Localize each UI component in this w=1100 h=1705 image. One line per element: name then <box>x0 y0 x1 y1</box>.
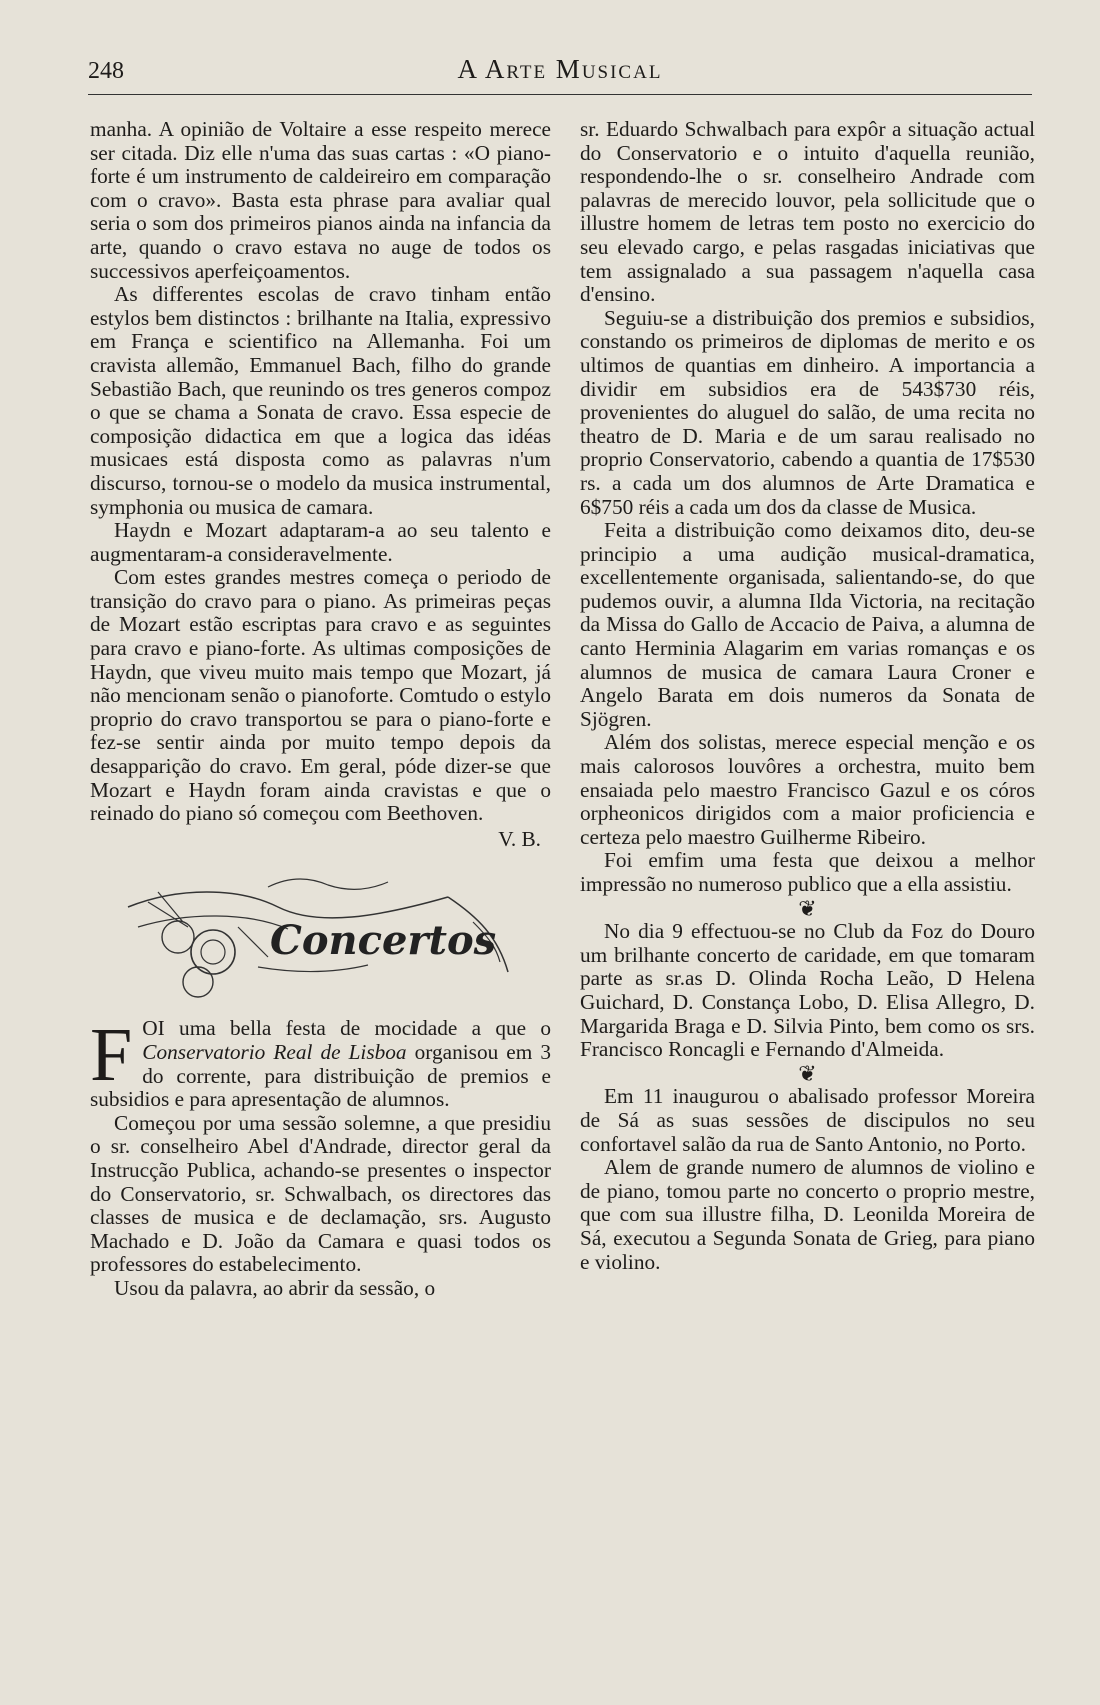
left-column <box>90 118 551 1678</box>
right-column <box>580 118 1035 1678</box>
section-title: Concertos <box>270 917 497 965</box>
paragraph: Em 11 inaugurou o abalisado professor Moreira de Sá as suas sessões de discipulos no seu confortavel salão da rua de Santo Antonio, no Porto. <box>580 1084 1035 1156</box>
paragraph: Foi emfim uma festa que deixou a melhor impressão no numeroso publico que a ella assistiu. <box>580 848 1035 896</box>
intro-text: uma bella festa de mocidade a que o <box>164 1016 551 1041</box>
signature: V. B. <box>498 826 541 851</box>
intro-text-end: organisou em 3 do corrente, para distribuição de premios e subsidios e para apresentação de alumnos. <box>90 1040 551 1112</box>
intro-institution: Conservatorio Real de Lisboa <box>142 1040 407 1064</box>
page-header <box>88 52 1032 98</box>
section-divider-icon: ❦ <box>798 1060 817 1086</box>
concertos-ornament <box>90 867 551 1017</box>
paragraph: Além dos solistas, merece especial menção e os mais calorosos louvôres a orchestra, muito bem ensaiada pelo maestro Francisco Gazul e os córos orpheonicos dirigidos com a maior proficiencia e certeza pelo maestro Guilherme Ribeiro. <box>580 730 1035 849</box>
paragraph: Feita a distribuição como deixamos dito, deu-se principio a uma audição musical-dramatica, excellentemente organisada, salientando-se, do que pudemos ouvir, a alumna Ilda Victoria, na recitação da Missa do Gallo de Accacio de Paiva, a alumna de canto Herminia Alagarim em varias romanças e os alumnos de musica de camara Laura Croner e Angelo Barata em dois numeros da Sonata de Sjögren. <box>580 518 1035 731</box>
paragraph: sr. Eduardo Schwalbach para expôr a situação actual do Conservatorio e o intuito d'aquella reunião, respondendo-lhe o sr. conselheiro Andrade com palavras de merecido louvor, pela sollicitude que o illustre homem de letras tem posto no exercicio do seu elevado cargo, e pelas rasgadas iniciativas que tem assignalado a sua passagem n'aquella casa d'ensino. <box>580 117 1035 307</box>
paragraph: Usou da palavra, ao abrir da sessão, o <box>114 1275 436 1300</box>
header-rule <box>88 94 1032 95</box>
paragraph: No dia 9 effectuou-se no Club da Foz do Douro um brilhante concerto de caridade, em que tomaram parte as sr.as D. Olinda Rocha Leão, D Helena Guichard, D. Constança Lobo, D. Elisa Allegro, D. Margarida Braga e D. Silvia Pinto, bem como os srs. Francisco Roncagli e Fernando d'Almeida. <box>580 919 1035 1062</box>
running-title: A Arte Musical <box>457 54 663 84</box>
page-number: 248 <box>88 58 124 84</box>
paragraph: manha. A opinião de Voltaire a esse respeito merece ser citada. Diz elle n'uma das suas cartas : «O piano-forte é um instrumento de caldeireiro em comparação com o cravo». Basta esta phrase para avaliar qual seria o som dos primeiros pianos ainda na infancia da arte, quando o cravo estava no auge de todos os successivos aperfeiçoamentos. <box>90 117 551 283</box>
paragraph: Alem de grande numero de alumnos de violino e de piano, tomou parte no concerto o proprio mestre, que com sua illustre filha, D. Leonilda Moreira de Sá, executou a Segunda Sonata de Grieg, para piano e violino. <box>580 1155 1035 1274</box>
paragraph: As differentes escolas de cravo tinham então estylos bem distinctos : brilhante na Italia, expressivo em França e scientifico na Allemanha. Foi um cravista allemão, Emmanuel Bach, filho do grande Sebastião Bach, que reunindo os tres generos compoz o que se chama a Sonata de cravo. Essa especie de composição didactica em que a logica das idéas musicaes está disposta como as palavras n'um discurso, tornou-se o modelo da musica instrumental, symphonia ou musica de camara. <box>90 282 551 519</box>
paragraph: Haydn e Mozart adaptaram-a ao seu talento e augmentaram-a consideravelmente. <box>90 518 551 566</box>
paragraph: Começou por uma sessão solemne, a que presidiu o sr. conselheiro Abel d'Andrade, director geral da Instrucção Publica, achando-se presentes o inspector do Conservatorio, sr. Schwalbach, os directores das classes de musica e de declamação, srs. Augusto Machado e D. João da Camara e quasi todos os professores do estabelecimento. <box>90 1110 551 1277</box>
section-divider-icon: ❦ <box>798 895 817 921</box>
dropcap: F <box>90 1013 133 1098</box>
paragraph: Com estes grandes mestres começa o periodo de transição do cravo para o piano. As primeiras peças de Mozart estão escriptas para cravo e as seguintes para cravo e piano-forte. As ultimas composições de Haydn, que viveu muito mais tempo que Mozart, já não mencionam senão o pianoforte. Comtudo o estylo proprio do cravo transportou se para o piano-forte e fez-se sentir ainda por muito tempo depois da desapparição do cravo. Em geral, póde dizer-se que Mozart e Haydn foram ainda cravistas e que o reinado do piano só começou com Beethoven. <box>90 565 551 826</box>
paragraph: Seguiu-se a distribuição dos premios e subsidios, constando os primeiros de diplomas de merito e os ultimos de quantias em dinheiro. A importancia a dividir em subsidios era de 543$730 réis, provenientes do aluguel do salão, de uma recita no theatro de D. Maria e de um sarau realisado no proprio Conservatorio, cabendo a quantia de 17$530 rs. a cada um dos alumnos de Arte Dramatica e 6$750 réis a cada um dos da classe de Musica. <box>580 305 1035 519</box>
dropcap-continuation: OI <box>142 1016 165 1041</box>
concert-intro-paragraph <box>90 1013 551 1112</box>
